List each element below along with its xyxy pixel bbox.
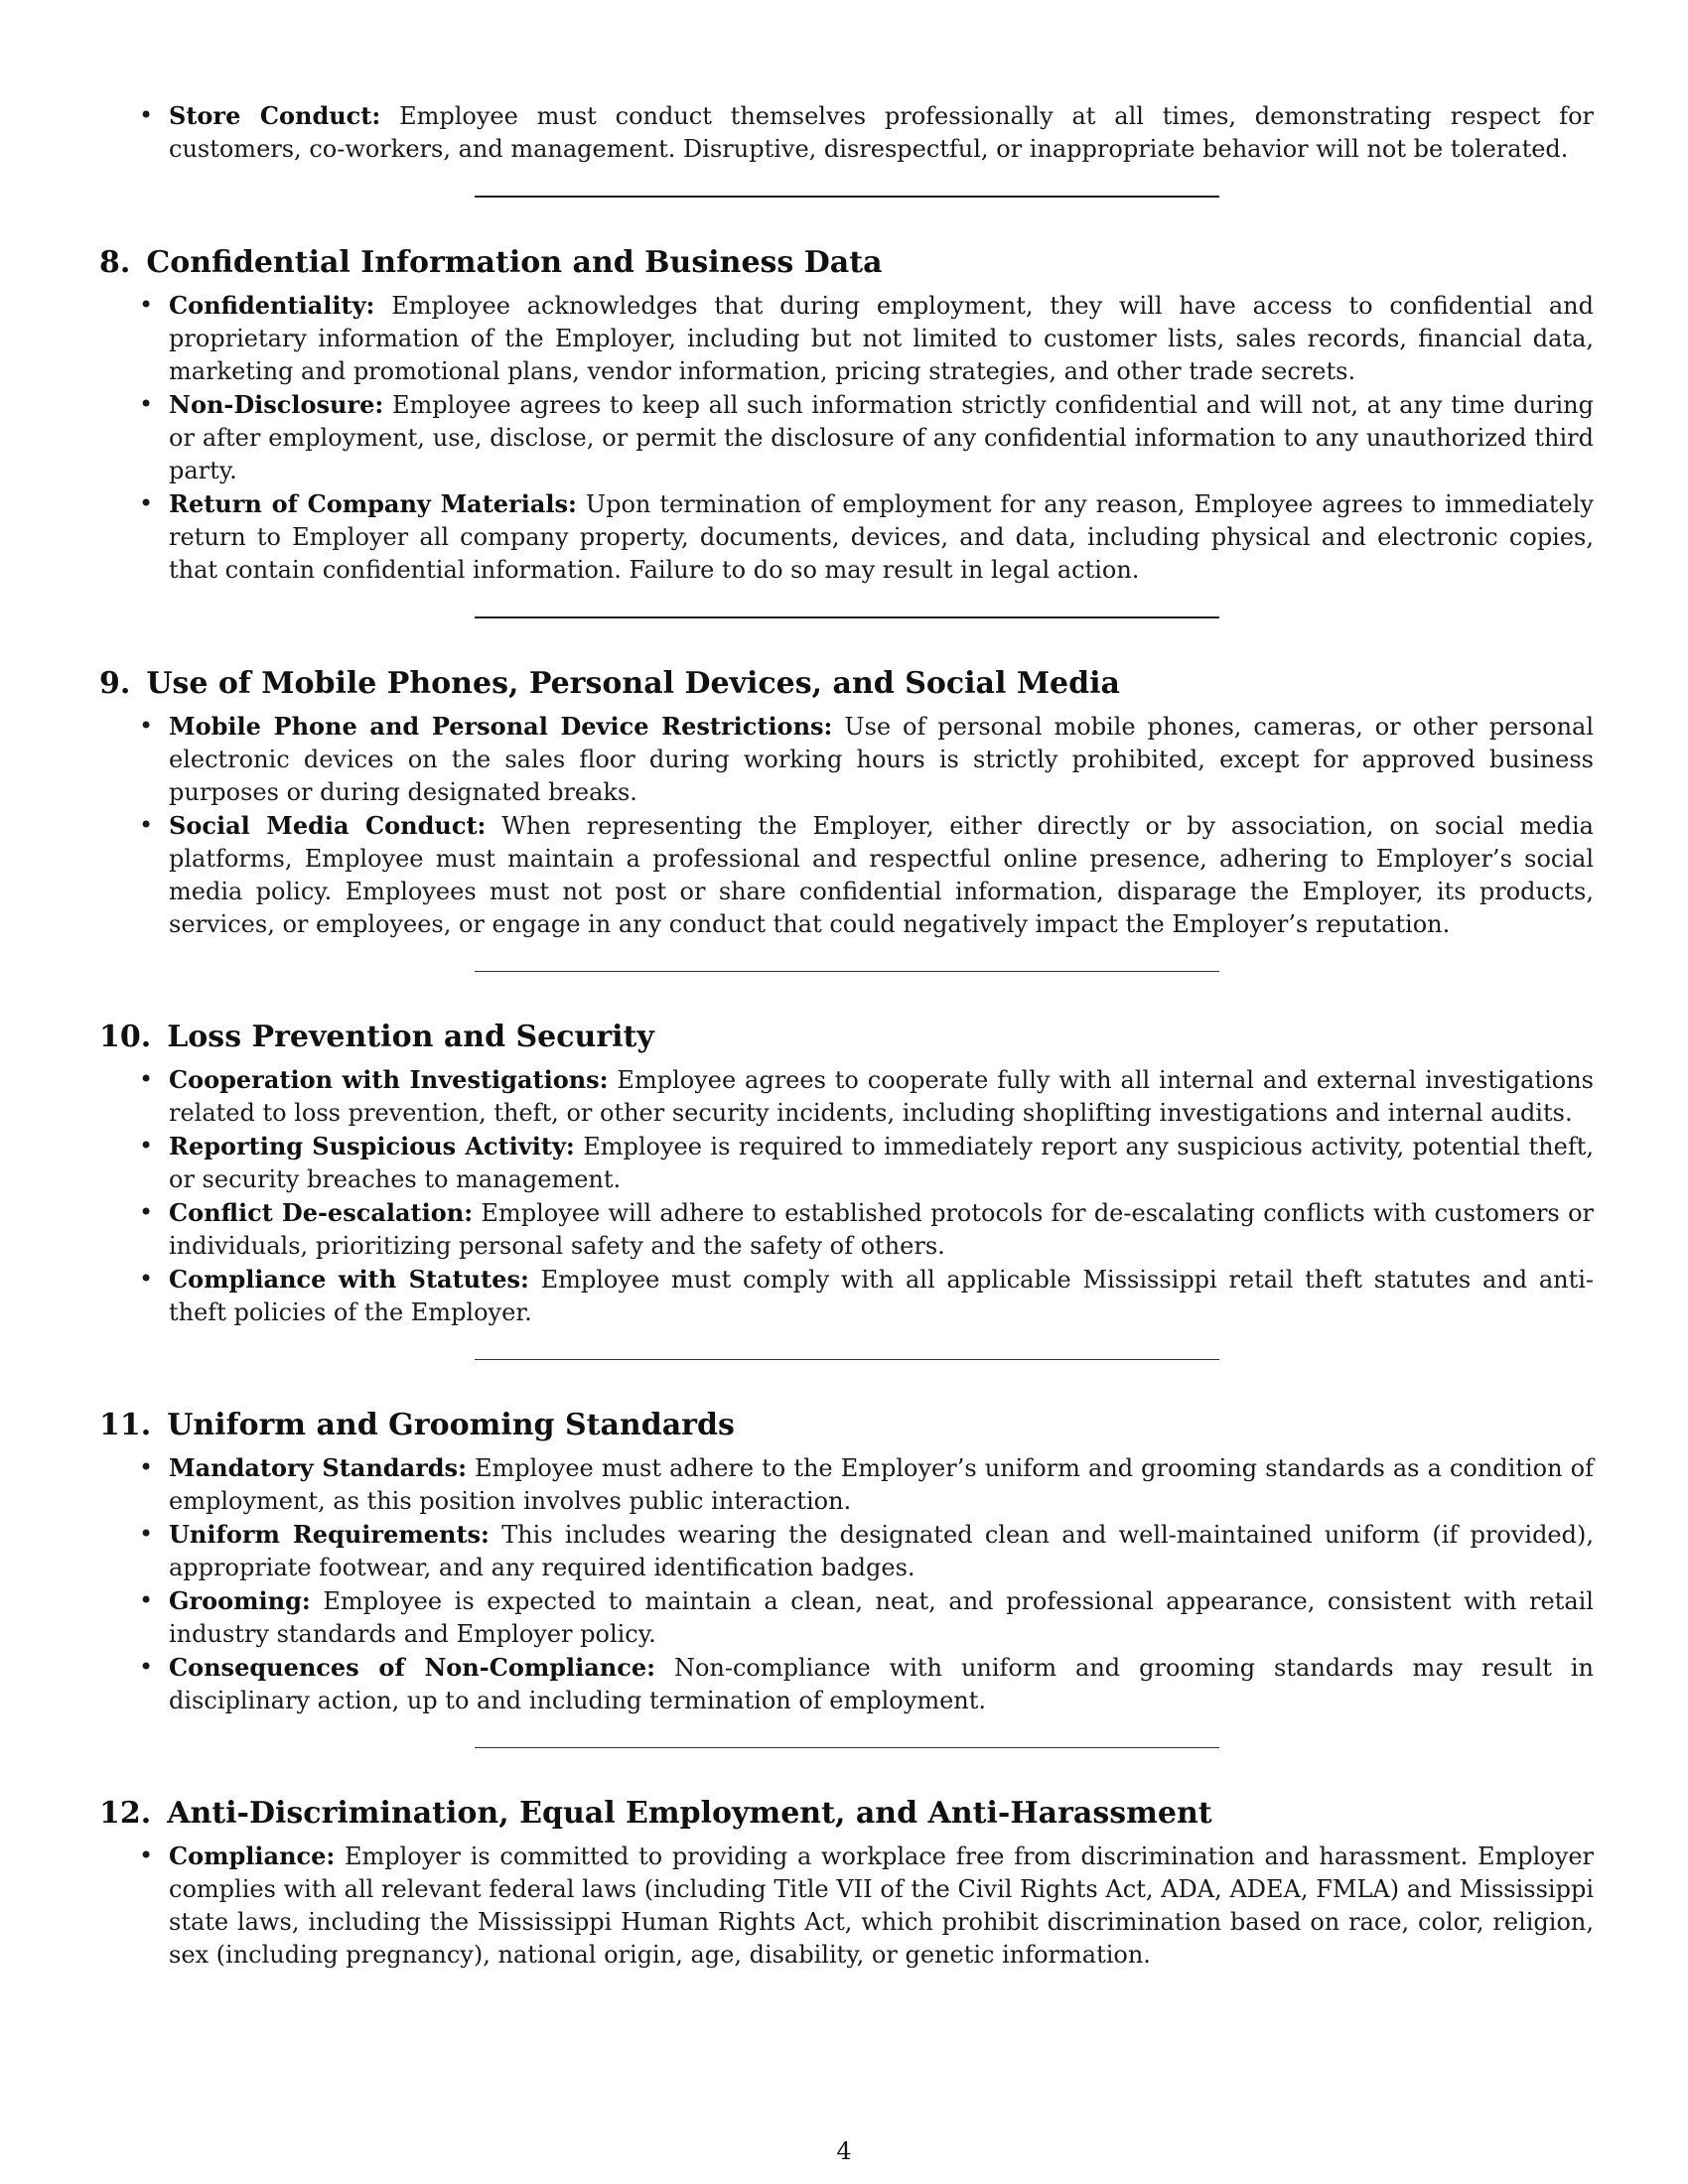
item-text: Employee agrees to keep all such information strictly confidential and will not, at any time during or after employment, use, disclose, or permit the disclosure of any confidential information to any unauthorized third party.	[169, 391, 1594, 484]
bullet-dot: •	[139, 1065, 154, 1093]
section-title: Loss Prevention and Security	[167, 1020, 654, 1054]
section-divider	[475, 196, 1219, 198]
item-label: Non-Disclosure:	[169, 390, 384, 419]
section-heading	[99, 1794, 1594, 1834]
bullet-list	[99, 289, 1594, 587]
section-title: Uniform and Grooming Standards	[167, 1408, 735, 1442]
section-divider	[475, 971, 1219, 972]
list-item	[99, 1196, 1594, 1263]
bullet-list	[99, 1840, 1594, 1972]
item-text: This includes wearing the designated clean and well-maintained uniform (if provided), appropriate footwear, and any required identification badges.	[169, 1521, 1594, 1581]
item-label: Cooperation with Investigations:	[169, 1065, 609, 1094]
section-11	[99, 1406, 1594, 1717]
section-divider	[475, 1747, 1219, 1748]
item-label: Compliance:	[169, 1842, 336, 1870]
bullet-dot: •	[139, 291, 154, 319]
bullet-dot: •	[139, 1132, 154, 1160]
list-item	[99, 487, 1594, 587]
item-text: Employee will adhere to established protocols for de-escalating conflicts with customers or individuals, prioritizing personal safety and the safety of others.	[169, 1199, 1594, 1260]
section-number: 10.	[99, 1020, 152, 1054]
item-text: Employee agrees to cooperate fully with all internal and external investigations related to loss prevention, theft, or other security incidents, including shoplifting investigations and internal audits.	[169, 1066, 1594, 1127]
item-label: Grooming:	[169, 1586, 311, 1615]
item-label: Mandatory Standards:	[169, 1453, 467, 1482]
section-12	[99, 1794, 1594, 1972]
list-item	[99, 1130, 1594, 1196]
list-item	[99, 1063, 1594, 1130]
section-title: Anti-Discrimination, Equal Employment, and Anti-Harassment	[167, 1796, 1212, 1831]
section-number: 12.	[99, 1796, 152, 1831]
item-label: Return of Company Materials:	[169, 489, 577, 518]
bullet-list	[99, 710, 1594, 941]
section-number: 8.	[99, 245, 131, 280]
bullet-dot: •	[139, 489, 154, 517]
item-text: Employee must conduct themselves professionally at all times, demonstrating respect for customers, co-workers, and management. Disruptive, disrespectful, or inappropriate behavior will not be tolerated.	[169, 102, 1594, 163]
bullet-dot: •	[139, 1198, 154, 1226]
item-label: Mobile Phone and Personal Device Restrictions:	[169, 712, 833, 741]
list-item	[99, 1263, 1594, 1329]
section-9	[99, 664, 1594, 941]
section-10	[99, 1018, 1594, 1329]
section-heading	[99, 1406, 1594, 1445]
top-bullet-list	[99, 99, 1594, 166]
list-item	[99, 289, 1594, 388]
list-item	[99, 1451, 1594, 1518]
item-label: Uniform Requirements:	[169, 1520, 490, 1549]
bullet-dot: •	[139, 101, 154, 129]
section-heading	[99, 243, 1594, 283]
document-page	[99, 99, 1594, 1972]
item-label: Compliance with Statutes:	[169, 1265, 529, 1294]
bullet-dot: •	[139, 712, 154, 740]
item-text: Employee acknowledges that during employment, they will have access to confidential and proprietary information of the Employer, including but not limited to customer lists, sales records, financial data, marketing and promotional plans, vendor information, pricing strategies, and other trade secrets.	[169, 292, 1594, 385]
item-label: Conflict De-escalation:	[169, 1198, 474, 1227]
section-heading	[99, 1018, 1594, 1057]
item-text: Employer is committed to providing a workplace free from discrimination and harassment. Employer complies with all relevant federal laws (including Title VII of the Civil Rights Act, ADA, ADEA, FMLA) and Mississippi state laws, including the Mississippi Human Rights Act, which prohibit discrimination based on race, color, religion, sex (including pregnancy), national origin, age, disability, or genetic information.	[169, 1843, 1594, 1969]
bullet-dot: •	[139, 1842, 154, 1869]
bullet-dot: •	[139, 1453, 154, 1481]
section-title: Use of Mobile Phones, Personal Devices, and Social Media	[146, 666, 1120, 701]
bullet-list	[99, 1063, 1594, 1329]
item-text: Upon termination of employment for any reason, Employee agrees to immediately return to Employer all company property, documents, devices, and data, including physical and electronic copies, that contain confidential information. Failure to do so may result in legal action.	[169, 490, 1594, 584]
bullet-dot: •	[139, 1586, 154, 1614]
item-text: Employee is required to immediately report any suspicious activity, potential theft, or security breaches to management.	[169, 1133, 1594, 1193]
item-label: Confidentiality:	[169, 291, 375, 320]
list-item	[99, 1651, 1594, 1717]
item-text: Employee is expected to maintain a clean, neat, and professional appearance, consistent with retail industry standards and Employer policy.	[169, 1587, 1594, 1648]
section-title: Confidential Information and Business Data	[146, 245, 883, 280]
item-text: When representing the Employer, either directly or by association, on social media platforms, Employee must maintain a professional and respectful online presence, adhering to Employer’s social media policy. Employees must not post or share confidential information, disparage the Employer, its products, services, or employees, or engage in any conduct that could negatively impact the Employer’s reputation.	[169, 812, 1594, 938]
list-item	[99, 99, 1594, 166]
bullet-dot: •	[139, 1520, 154, 1548]
bullet-dot: •	[139, 811, 154, 839]
list-item	[99, 710, 1594, 809]
item-text: Employee must comply with all applicable Mississippi retail theft statutes and anti-theft policies of the Employer.	[169, 1266, 1595, 1326]
bullet-dot: •	[139, 1653, 154, 1681]
section-8	[99, 243, 1594, 587]
item-label: Consequences of Non-Compliance:	[169, 1653, 655, 1682]
item-text: Non-compliance with uniform and grooming standards may result in disciplinary action, up to and including termination of employment.	[169, 1654, 1594, 1714]
item-text: Use of personal mobile phones, cameras, or other personal electronic devices on the sales floor during working hours is strictly prohibited, except for approved business purposes or during designated breaks.	[169, 713, 1595, 806]
item-text: Employee must adhere to the Employer’s uniform and grooming standards as a condition of employment, as this position involves public interaction.	[169, 1454, 1594, 1515]
item-label: Store Conduct:	[169, 101, 381, 130]
section-divider	[475, 1359, 1219, 1360]
list-item	[99, 1584, 1594, 1651]
page-number: 4	[836, 2137, 852, 2165]
bullet-dot: •	[139, 1265, 154, 1293]
item-label: Social Media Conduct:	[169, 811, 487, 840]
section-number: 9.	[99, 666, 131, 701]
section-number: 11.	[99, 1408, 152, 1442]
section-heading	[99, 664, 1594, 704]
item-label: Reporting Suspicious Activity:	[169, 1132, 575, 1160]
list-item	[99, 1840, 1594, 1972]
bullet-dot: •	[139, 390, 154, 418]
list-item	[99, 1518, 1594, 1584]
list-item	[99, 388, 1594, 487]
section-divider	[475, 616, 1219, 618]
list-item	[99, 809, 1594, 941]
bullet-list	[99, 1451, 1594, 1717]
